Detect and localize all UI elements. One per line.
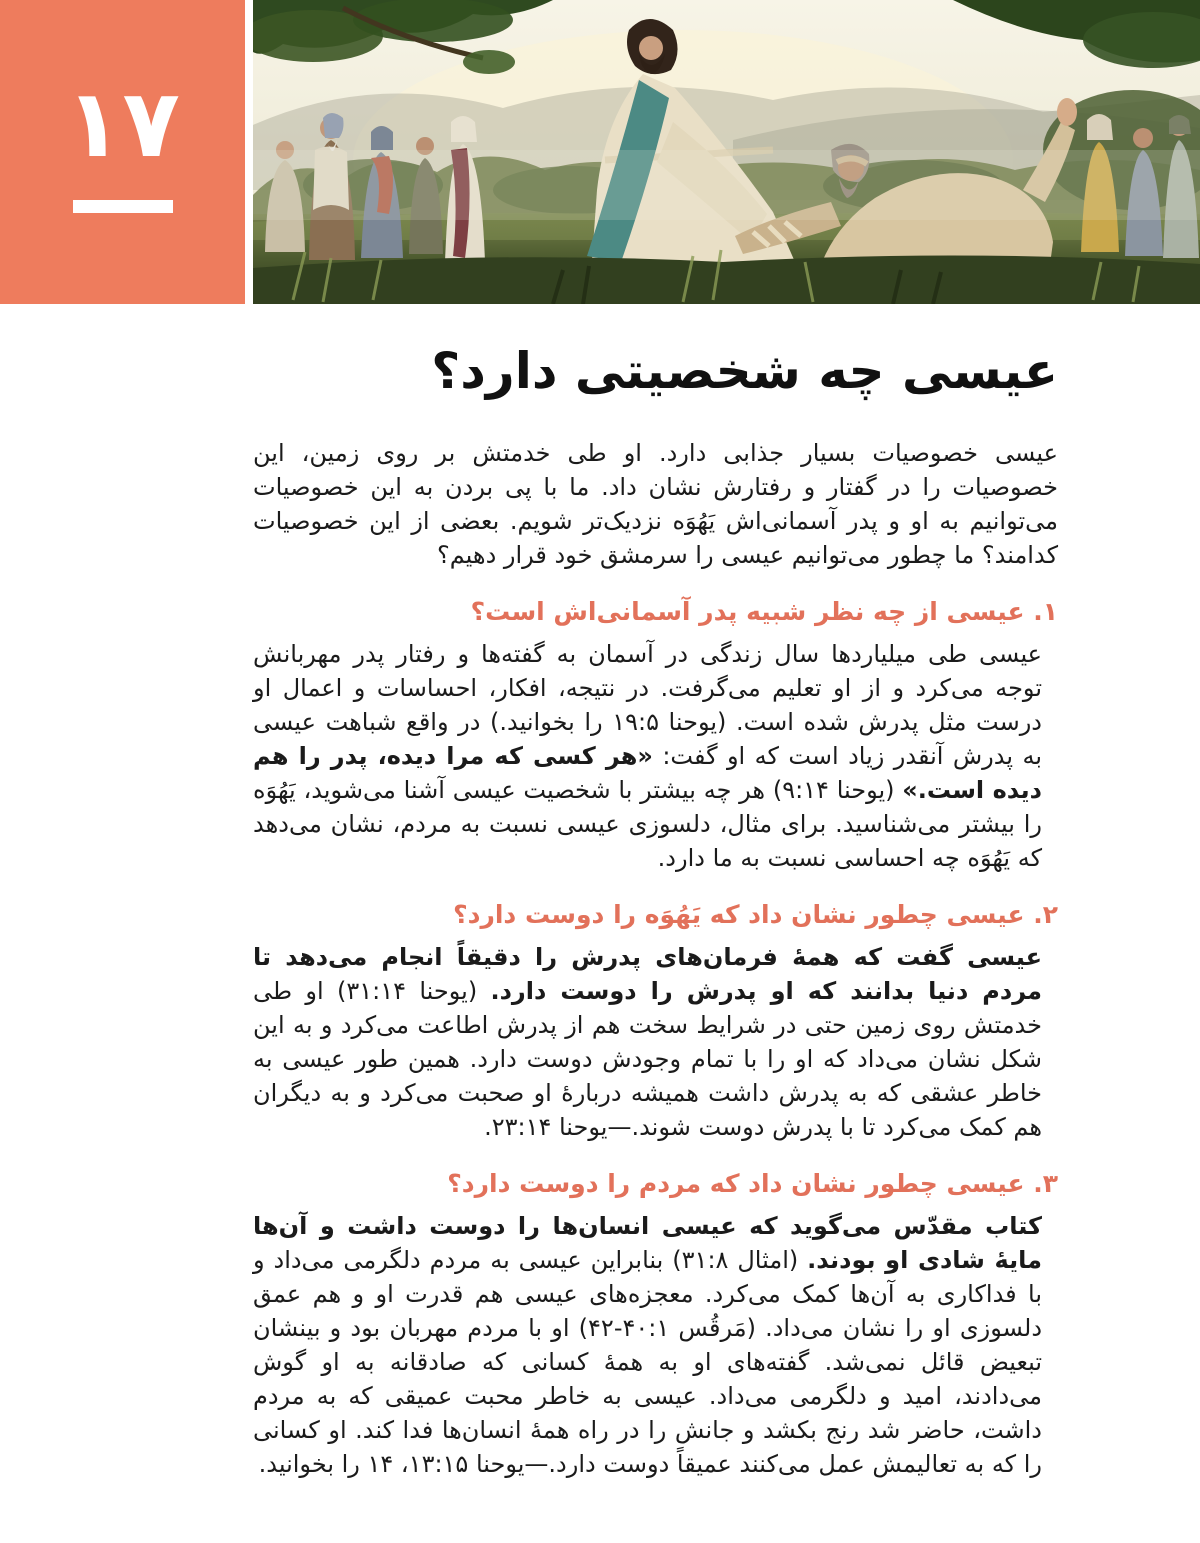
question-2-heading: ۲. عیسی چطور نشان داد که یَهُوَه را دوست دارد؟ xyxy=(453,900,1058,929)
paragraph-1 xyxy=(253,637,1058,875)
article-title: عیسی چه شخصیتی دارد؟ xyxy=(431,342,1058,400)
text-run: عیسی طی میلیاردها سال زندگی در آسمان به گفته‌ها و رفتار پدر مهربانش توجه می‌کرد و از او تعلیم می‌گرفت. در نتیجه، افکار، احساسات و اعمال او درست مثل پدرش شده است. (یوحنا ۱۹:۵ را بخوانید.) در واقع شباهت عیسی به پدرش آنقدر زیاد است که او گفت: xyxy=(253,640,1042,770)
question-3-heading: ۳. عیسی چطور نشان داد که مردم را دوست دارد؟ xyxy=(447,1169,1058,1198)
text-run: (امثال ۳۱:۸) بنابراین عیسی به مردم دلگرمی می‌داد و با فداکاری به آن‌ها کمک می‌کرد. معجزه‌های عیسی هم قدرت او و هم عمق دلسوزی او را نشان می‌داد. (مَرقُس ۴۰:۱-۴۲) او با مردم مهربان بود و بینشان تبعیض قائل نمی‌شد. گفته‌های او به همهٔ کسانی که صادقانه به او گوش می‌دادند، امید و دلگرمی می‌داد. عیسی به خاطر محبت عمیقی که به مردم داشت، حاضر شد رنج بکشد و جانش را در راه همهٔ انسان‌ها فدا کند. او کسانی را که به تعالیمش عمل می‌کنند عمیقاً دوست دارد.—یوحنا ۱۳:۱۵، ۱۴ را بخوانید. xyxy=(253,1246,1042,1478)
hero-photo-illustration xyxy=(253,0,1200,304)
lesson-number-underline xyxy=(73,200,173,213)
paragraph-2 xyxy=(253,940,1058,1144)
intro-paragraph: عیسی خصوصیات بسیار جذابی دارد. او طی خدمتش بر روی زمین، این خصوصیات را در گفتار و رفتارش نشان داد. ما با پی بردن به این خصوصیات می‌توانیم به او و پدر آسمانی‌اش یَهُوَه نزدیک‌تر شویم. بعضی از این خصوصیات کدامند؟ ما چطور می‌توانیم عیسی را سرمشق خود قرار دهیم؟ xyxy=(253,439,1058,569)
bold-text-run: «هر کسی که مرا دیده، پدر را هم دیده است.» xyxy=(253,742,1042,804)
text-run: (یوحنا ۹:۱۴) هر چه بیشتر با شخصیت عیسی آشنا می‌شوید، یَهُوَه را بیشتر می‌شناسید. برای مثال، دلسوزی عیسی نسبت به مردم، نشان می‌دهد که یَهُوَه چه احساسی نسبت به ما دارد. xyxy=(253,776,1042,872)
text-run: (یوحنا ۳۱:۱۴) او طی خدمتش روی زمین حتی در شرایط سخت هم از پدرش اطاعت می‌کرد و به این شکل نشان می‌داد که او را با تمام وجودش دوست دارد. همین طور عیسی به خاطر عشقی که به پدرش داشت همیشه دربارهٔ او صحبت می‌کرد و به دیگران هم کمک می‌کرد تا با پدرش دوست شوند.—یوحنا ۲۳:۱۴. xyxy=(253,977,1042,1141)
bold-text-run: عیسی گفت که همهٔ فرمان‌های پدرش را دقیقاً انجام می‌دهد تا مردم دنیا بدانند که او پدرش را دوست دارد. xyxy=(253,943,1043,1005)
paragraph-3 xyxy=(253,1209,1058,1481)
lesson-number-box xyxy=(0,0,245,304)
hero-haze-overlay xyxy=(253,150,1200,220)
question-1-heading: ۱. عیسی از چه نظر شبیه پدر آسمانی‌اش است؟ xyxy=(470,597,1058,626)
article xyxy=(253,336,1058,1481)
lesson-number: ۱۷ xyxy=(65,70,180,179)
bold-text-run: کتاب مقدّس می‌گوید که عیسی انسان‌ها را دوست داشت و آن‌ها مایهٔ شادی او بودند. xyxy=(253,1212,1042,1274)
hero-photo xyxy=(253,0,1200,304)
